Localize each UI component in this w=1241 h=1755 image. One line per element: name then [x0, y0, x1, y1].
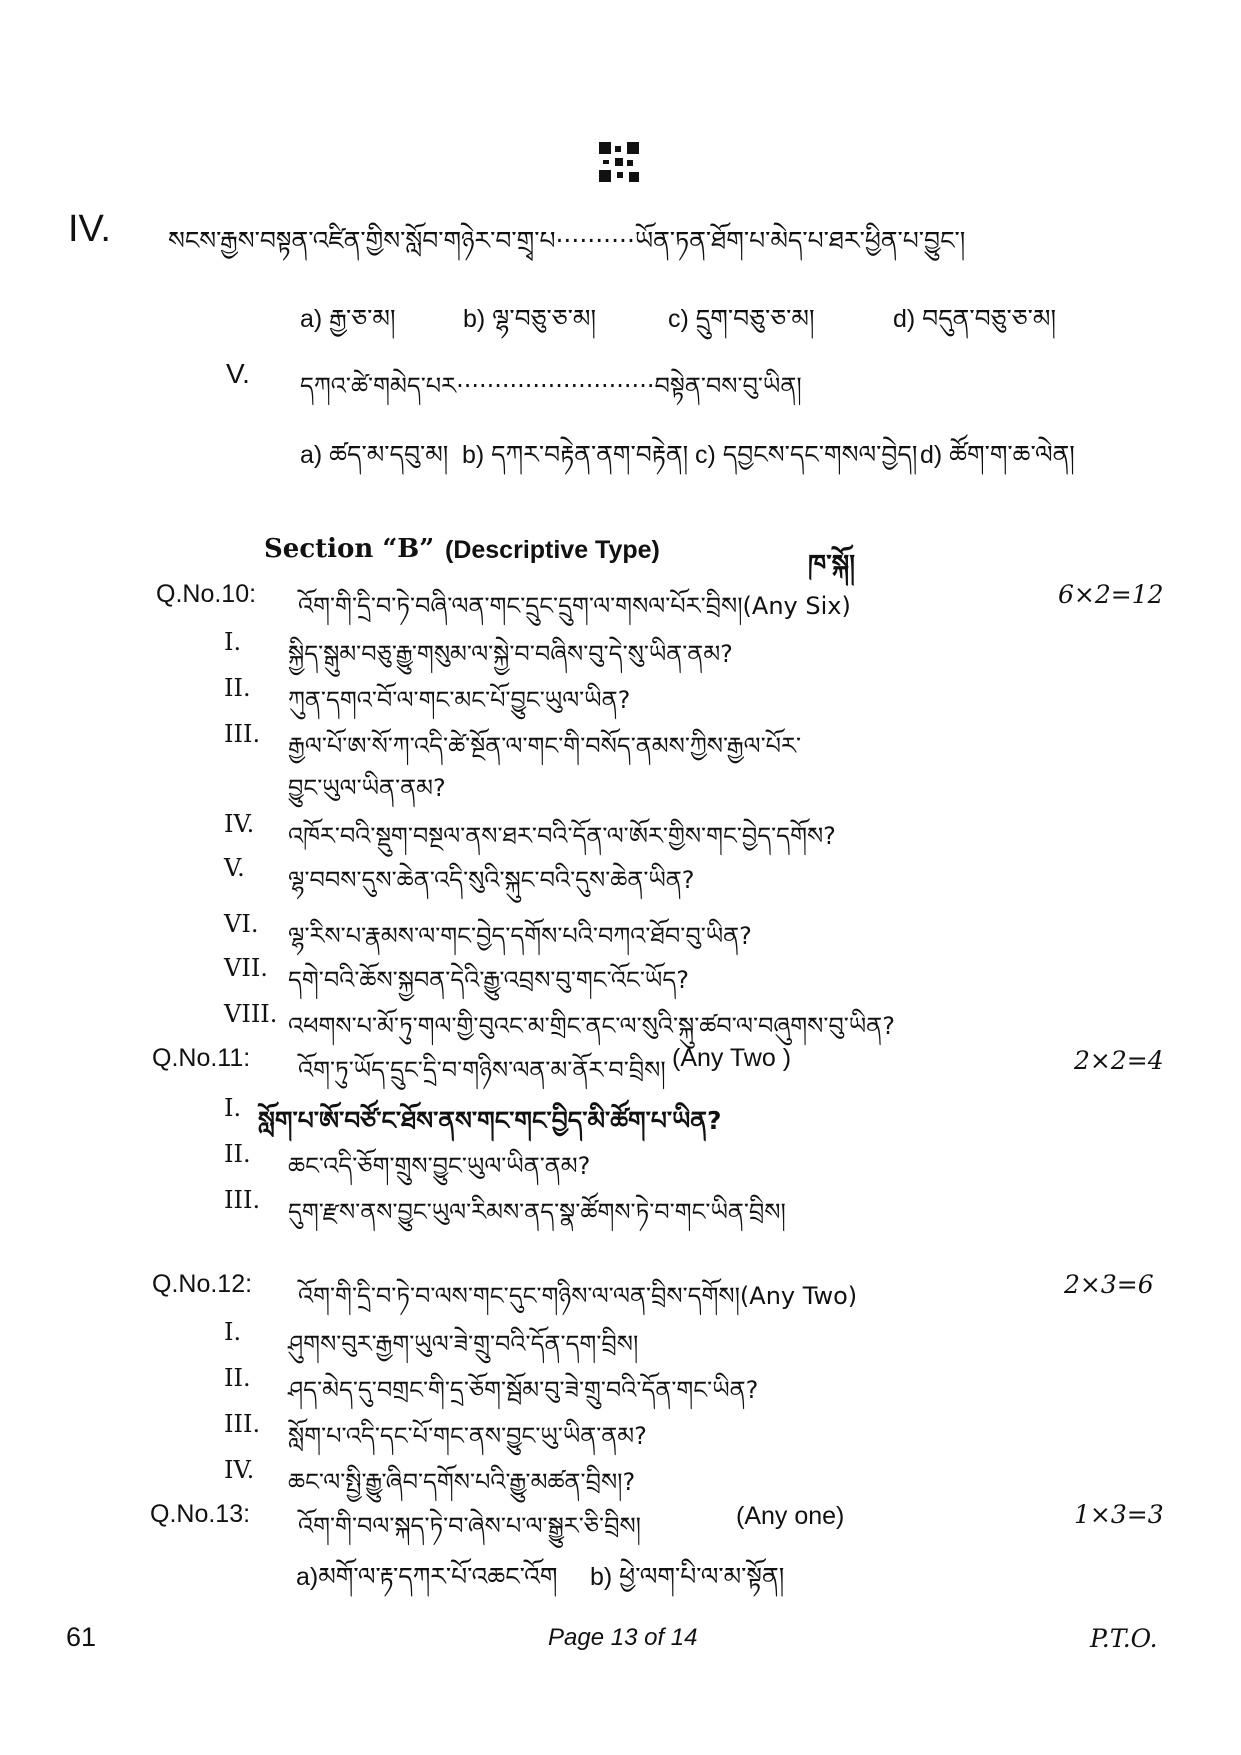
q10-item-num: VII.	[224, 954, 268, 982]
q12-marks: 2×3=6	[1064, 1270, 1154, 1299]
q10-item-num: VIII.	[224, 1000, 278, 1028]
q11-choice-note: (Any Two )	[672, 1044, 792, 1072]
q5-option-a: a) ཚད་མ་དབུ་མ།	[300, 441, 449, 469]
q12-item-num: II.	[224, 1364, 251, 1392]
q4-option-d: d) བདུན་བཅུ་ཅ་མ།	[893, 305, 1057, 333]
q11-item-num: I.	[224, 1094, 242, 1122]
paper-code: 61	[66, 1622, 97, 1652]
q10-item-num: I.	[224, 628, 242, 656]
q13-text: འོག་གི་བལ་སྐད་ཏེ་བ་ཞེས་པ་ལ་སྒྱུར་ཅི་བྲིས།	[298, 1512, 642, 1540]
pto-label: P.T.O.	[1090, 1624, 1158, 1653]
q11-text: འོག་ཏུ་ཡོད་དྲུང་དྲི་བ་གཉིས་ལན་མ་ནོར་བ་བྲིས།	[298, 1056, 666, 1084]
q10-item-num: V.	[224, 854, 245, 882]
q10-item-num: II.	[224, 674, 251, 702]
q13-option-a: a)མགོ་ལ་རྟ་དཀར་པོ་འཆང་འོག	[296, 1563, 558, 1591]
q11-item-num: III.	[224, 1186, 261, 1214]
q10-text: འོག་གི་དྲི་བ་ཏེ་བཞི་ལན་གང་དྲུང་དྲུག་ལ་གསལ་པོར་བྲིས།(Any Six)	[298, 592, 851, 620]
q12-item-text: ཤུགས་བུར་རྒྱག་ཡུལ་ཟེ་གྲུ་བའི་དོན་དག་བྲིས།	[288, 1330, 639, 1358]
q10-item-text: སྐྱིད་སྒུམ་བཅུ་རྒྱུ་གསུམ་ལ་སྐྱེ་བ་བཞིས་བུ་དེ་སུ་ཡིན་ནམ?	[288, 640, 733, 668]
q10-item-text: ཀུན་དགའ་བོ་ལ་གང་མང་པོ་བྱུང་ཡུལ་ཡིན?	[288, 686, 631, 714]
q11-item-text: ཆང་འདི་ཅོག་གྲུས་བྱུང་ཡུལ་ཡིན་ནམ?	[288, 1152, 591, 1180]
q12-item-text: ཆང་ལ་སྤྱི་རྒྱུ་ཞིབ་དགོས་པའི་རྒྱུ་མཚན་བྲིས།?	[288, 1468, 636, 1496]
q5-option-b: b) དཀར་བརྟེན་ནག་བརྟེན།	[462, 441, 689, 469]
question-v-number: V.	[226, 358, 250, 389]
q4-option-a: a) རྒྱ་ཅ་མ།	[300, 305, 396, 333]
q12-item-text: སློག་པ་འདི་དང་པོ་གང་ནས་བྱུང་ཡུ་ཡིན་ནམ?	[288, 1422, 647, 1450]
q12-item-num: IV.	[224, 1456, 255, 1484]
q10-item-num: VI.	[224, 910, 259, 938]
q11-item-text: དུག་རྫས་ནས་བྱུང་ཡུལ་རིམས་ནད་སྣ་ཚོགས་ཏེ་བ་གང་ཡིན་བྲིས།	[288, 1198, 786, 1226]
q11-label: Q.No.11:	[152, 1044, 251, 1072]
question-v-text: དཀའ་ཚེ་གམེད་པར··························བསྟེན་བས་བུ་ཡིན།	[300, 372, 802, 400]
q11-item-num: II.	[224, 1140, 251, 1168]
q10-item-text: ལྷ་བབས་དུས་ཆེན་འདི་སུའི་སྐུང་བའི་དུས་ཆེན་ཡིན?	[288, 866, 695, 894]
q10-item-text-continued: བྱུང་ཡུལ་ཡིན་ནམ?	[288, 774, 446, 802]
q4-option-b: b) ལྷ་བཅུ་ཅ་མ།	[463, 305, 597, 333]
q10-item-text: རྒྱལ་པོ་ཨ་སོ་ཀ་འདི་ཚེ་སྔོན་ལ་གང་གི་བསོད་ནམས་ཀྱིས་རྒྱལ་པོར་	[288, 732, 802, 760]
q11-item-text: སློག་པ་ཨོ་བཙོ་ང་ཐོས་ནས་གང་གང་བྱིད་མི་ཚོག་པ་ཡིན?	[258, 1106, 722, 1135]
q12-label: Q.No.12:	[152, 1270, 253, 1298]
q5-option-d: d) ཚོག་ག་ཆ་ལེན།	[920, 441, 1075, 469]
q10-label: Q.No.10:	[156, 580, 257, 608]
page-number: Page 13 of 14	[548, 1624, 698, 1651]
q12-item-num: III.	[224, 1410, 261, 1438]
section-title: Section “B”	[264, 534, 435, 564]
q10-item-num: III.	[224, 720, 261, 748]
q10-item-text: འཕགས་པ་མོ་ཏུ་གལ་གྱི་བུའང་མ་གྲིང་ནང་ལ་སུའི་སྐུ་ཚབ་ལ་བཞུགས་བུ་ཡིན?	[288, 1012, 895, 1040]
q4-option-c: c) དྲུག་བཅུ་ཅ་མ།	[668, 305, 815, 333]
question-iv-number: IV.	[68, 208, 111, 250]
q13-label: Q.No.13:	[150, 1500, 251, 1528]
q10-item-text: འཁོར་བའི་སྡུག་བསྔལ་ནས་ཐར་བའི་དོན་ལ་ཨོར་གྱིས་གང་བྱེད་དགོས?	[288, 822, 836, 850]
q12-item-num: I.	[224, 1318, 242, 1346]
qr-code	[599, 142, 639, 182]
q12-item-text: ཤད་མེད་དུ་བགྲང་གི་དྲ་ཅོག་སྦོམ་བུ་ཟེ་གྲུ་བའི་དོན་གང་ཡིན?	[288, 1376, 759, 1404]
q10-item-text: ལྷ་རིས་པ་རྣམས་ལ་གང་བྱེད་དགོས་པའི་བཀའ་ཐོབ་བུ་ཡིན?	[288, 922, 752, 950]
question-iv-text: སངས་རྒྱས་བསྟན་འཛིན་གྱིས་སློབ་གཉེར་བ་གྲྭ་པ··········ཡོན་ཏན་ཐོག་པ་མེད་པ་ཐར་ཕྱིན་པ་བྱུང་།	[168, 226, 966, 255]
section-subtitle: (Descriptive Type)	[445, 536, 660, 564]
q13-choice-note: (Any one)	[736, 1502, 845, 1530]
q12-text: འོག་གི་དྲི་བ་ཏེ་བ་ལས་གང་དུང་གཉིས་ལ་ལན་བྲིས་དགོས།(Any Two)	[298, 1282, 858, 1310]
q11-marks: 2×2=4	[1074, 1046, 1164, 1075]
q10-item-text: དགེ་བའི་ཆོས་སྐྱབན་དེའི་རྒྱུ་འབྲས་བུ་གང་འོང་ཡོད?	[288, 966, 689, 994]
q5-option-c: c) དབྱངས་དང་གསལ་བྱེད།	[695, 441, 918, 469]
q13-marks: 1×3=3	[1074, 1500, 1164, 1529]
q10-marks: 6×2=12	[1058, 580, 1164, 609]
section-tibetan-label: ཁ་སྐོ།	[808, 550, 855, 580]
q13-option-b: b) ཕྱེ་ལག་པི་ལ་མ་སྟོན།	[590, 1563, 785, 1591]
q10-item-num: IV.	[224, 810, 255, 838]
